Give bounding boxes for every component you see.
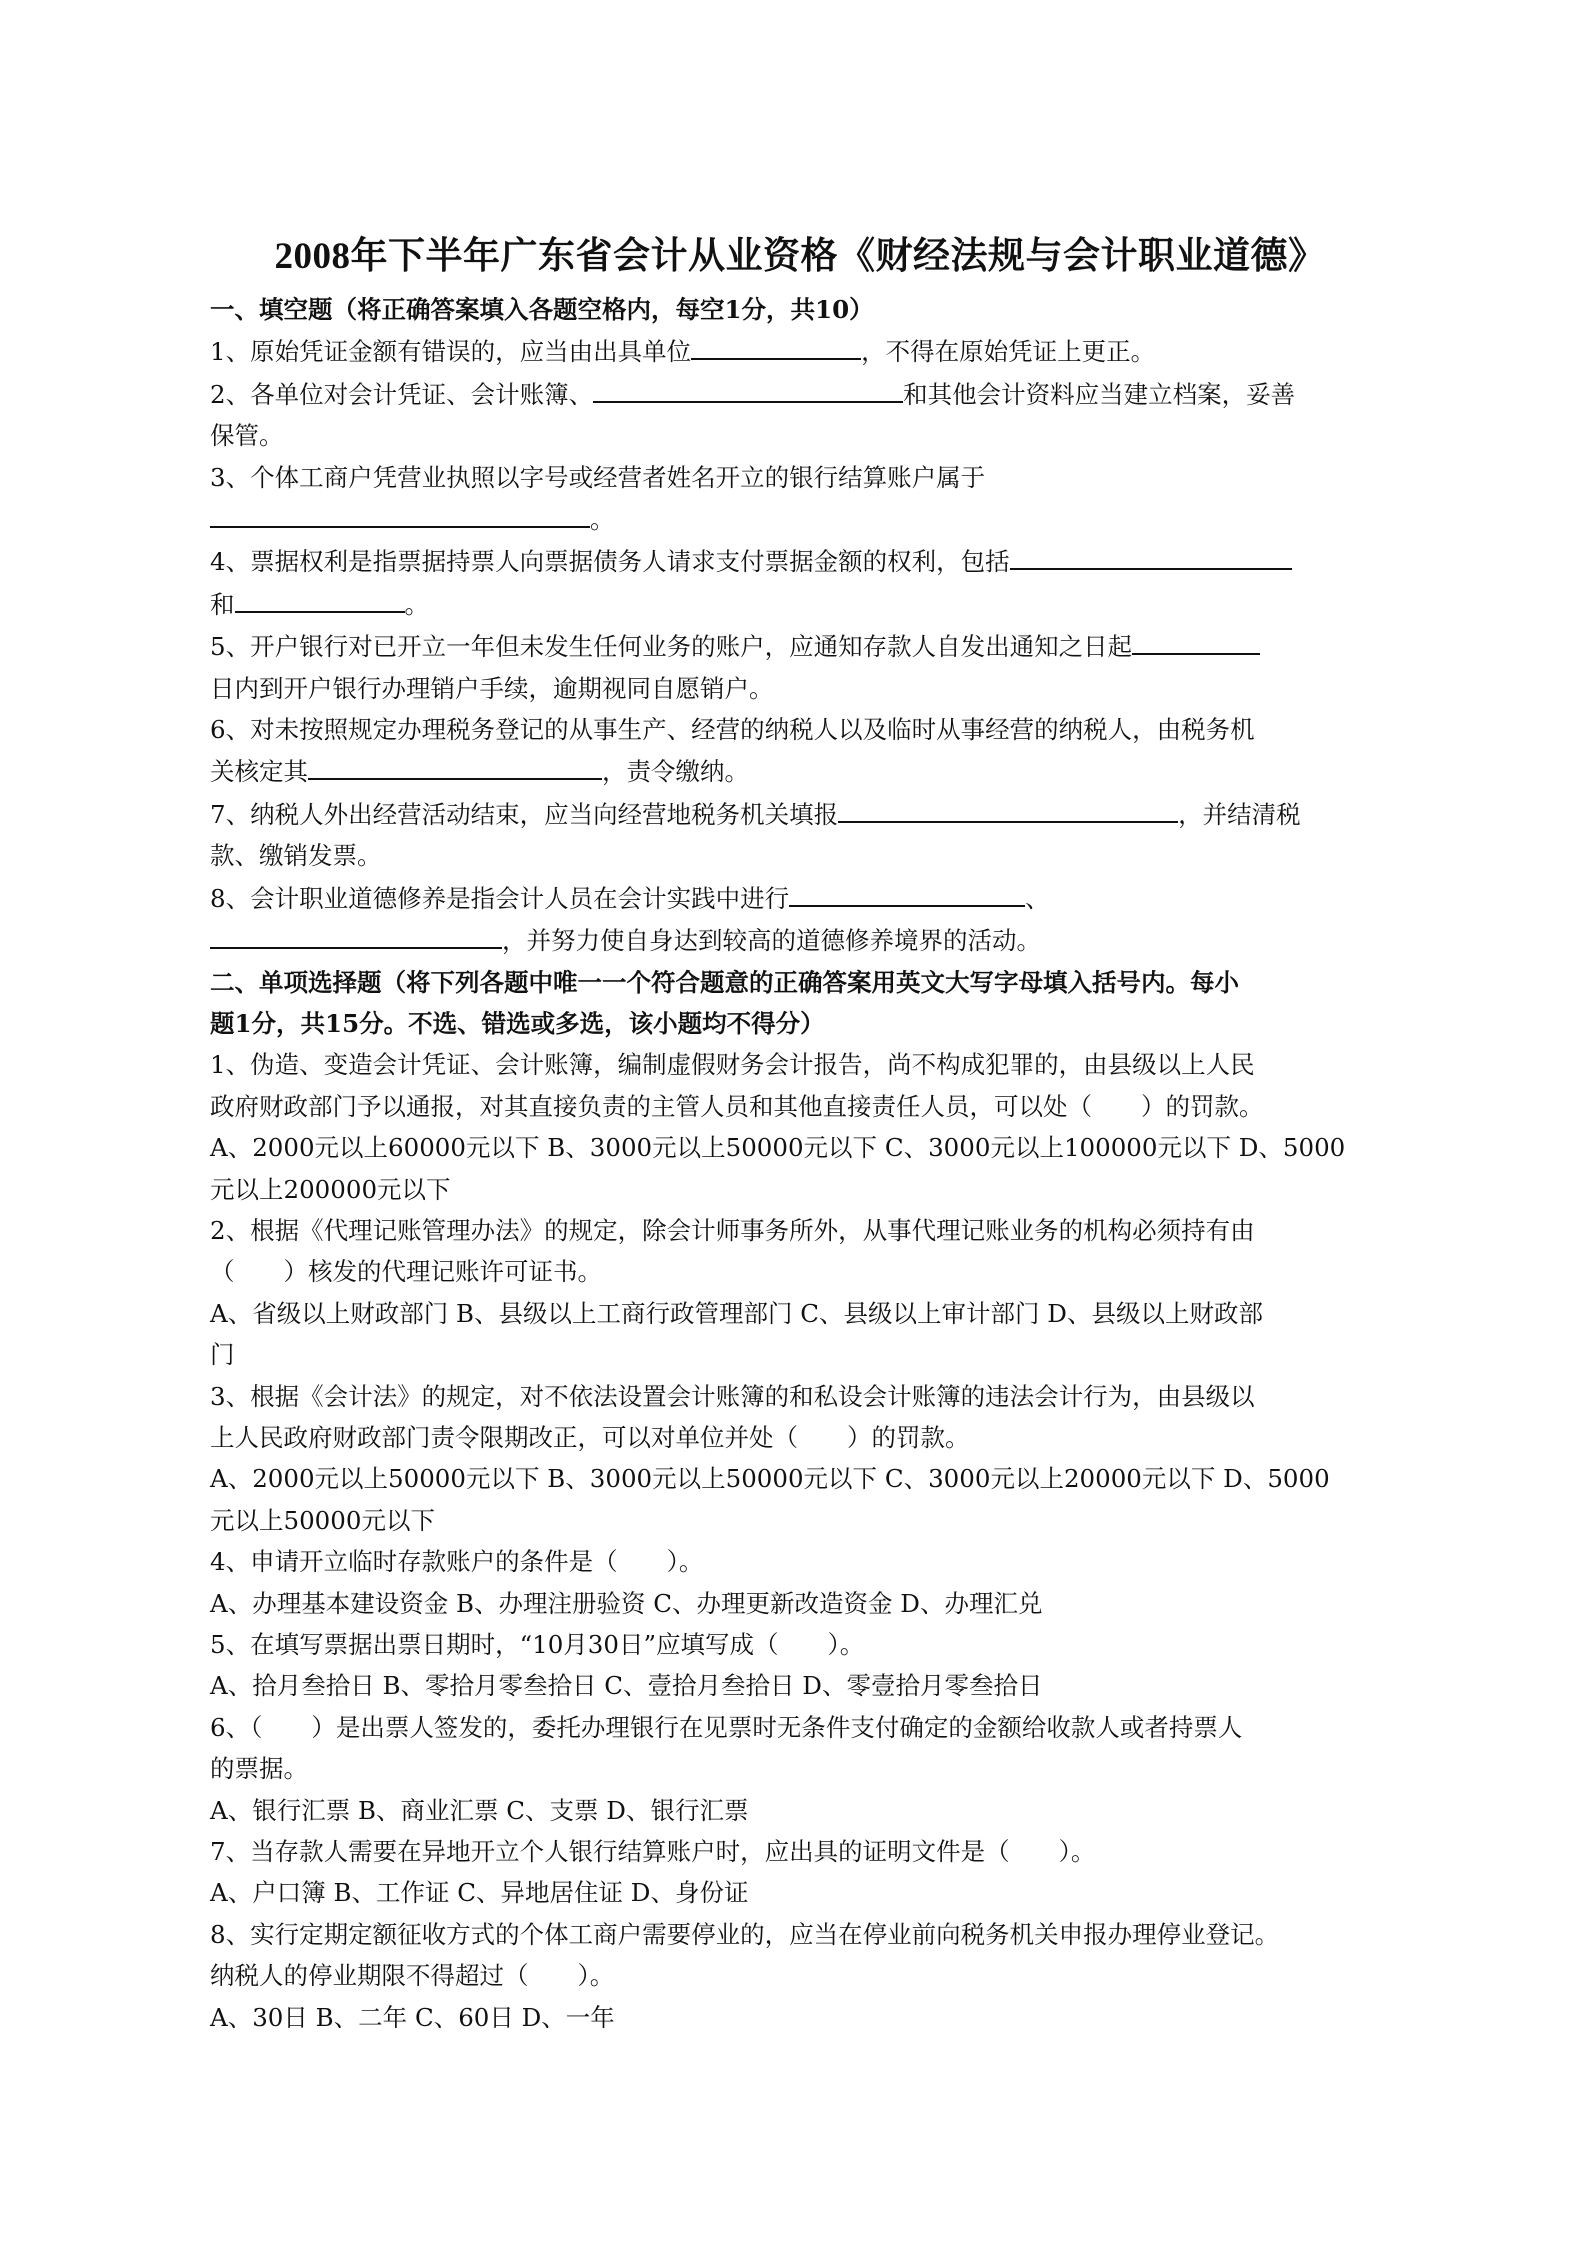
fill-question-7-cont: 款、缴销发票。 <box>210 841 382 871</box>
choice-question-5: 5、在填写票据出票日期时，“10月30日”应填写成（ ）。 A、拾月叁拾日 B、零拾月零叁拾日 C、壹拾月叁拾日 D、零壹拾月零叁拾日 <box>210 1624 1400 1707</box>
fill-question-3-cont: 。 <box>210 498 1400 540</box>
answer-blank[interactable] <box>789 877 1025 907</box>
fill-question-6-cont: 关核定其 ，责令缴纳。 <box>210 750 1400 792</box>
choice-question-4: 4、申请开立临时存款账户的条件是（ ）。 A、办理基本建设资金 B、办理注册验资 C、办理更新改造资金 D、办理汇兑 <box>210 1541 1400 1624</box>
choice-question-1: 1、伪造、变造会计凭证、会计账簿，编制虚假财务会计报告，尚不构成犯罪的，由县级以上人民 政府财政部门予以通报，对其直接负责的主管人员和其他直接责任人员，可以处（ ）的罚款。 A、2000元以上60000元以下 B、3000元以上50000元以下 C、3000元以上100000元以下 D、5000 元以上200000元以下 <box>210 1044 1400 1210</box>
options: A、30日 B、二年 C、60日 D、一年 <box>210 2002 615 2032</box>
options: A、办理基本建设资金 B、办理注册验资 C、办理更新改造资金 D、办理汇兑 <box>210 1588 1043 1618</box>
fill-question-5-cont: 日内到开户银行办理销户手续，逾期视同自愿销户。 <box>210 673 774 703</box>
fill-question-5: 5、开户银行对已开立一年但未发生任何业务的账户，应通知存款人自发出通知之日起 <box>210 625 1400 667</box>
fill-question-4: 4、票据权利是指票据持票人向票据债务人请求支付票据金额的权利，包括 <box>210 540 1400 582</box>
fill-question-7: 7、纳税人外出经营活动结束，应当向经营地税务机关填报 ，并结清税 <box>210 793 1400 835</box>
choice-question-7: 7、当存款人需要在异地开立个人银行结算账户时，应出具的证明文件是（ ）。 A、户口簿 B、工作证 C、异地居住证 D、身份证 <box>210 1831 1400 1914</box>
fill-question-1: 1、原始凭证金额有错误的，应当由出具单位 ，不得在原始凭证上更正。 <box>210 330 1400 372</box>
choice-question-6: 6、（ ）是出票人签发的，委托办理银行在见票时无条件支付确定的金额给收款人或者持票人 的票据。 A、银行汇票 B、商业汇票 C、支票 D、银行汇票 <box>210 1707 1400 1831</box>
fill-question-8-cont: ，并努力使自身达到较高的道德修养境界的活动。 <box>210 919 1400 961</box>
section2-heading: 二、单项选择题（将下列各题中唯一一个符合题意的正确答案用英文大写字母填入括号内。每小 <box>210 967 1239 997</box>
answer-blank[interactable] <box>210 919 502 949</box>
answer-blank[interactable] <box>593 373 903 403</box>
fill-question-6: 6、对未按照规定办理税务登记的从事生产、经营的纳税人以及临时从事经营的纳税人，由税务机 <box>210 715 1255 745</box>
answer-blank[interactable] <box>308 750 602 780</box>
choice-question-2: 2、根据《代理记账管理办法》的规定，除会计师事务所外，从事代理记账业务的机构必须持有由 （ ）核发的代理记账许可证书。 A、省级以上财政部门 B、县级以上工商行政管理部门 C、县级以上审计部门 D、县级以上财政部 门 <box>210 1210 1400 1376</box>
options: A、户口簿 B、工作证 C、异地居住证 D、身份证 <box>210 1878 749 1908</box>
options: A、省级以上财政部门 B、县级以上工商行政管理部门 C、县级以上审计部门 D、县级以上财政部 <box>210 1298 1263 1328</box>
fill-question-2-cont: 保管。 <box>210 421 284 451</box>
fill-question-4-cont: 和 。 <box>210 583 1400 625</box>
fill-question-8: 8、会计职业道德修养是指会计人员在会计实践中进行 、 <box>210 877 1400 919</box>
options: A、2000元以上60000元以下 B、3000元以上50000元以下 C、3000元以上100000元以下 D、5000 <box>210 1133 1346 1163</box>
answer-blank[interactable] <box>1132 625 1260 655</box>
answer-blank[interactable] <box>1010 540 1292 570</box>
document-title: 2008年下半年广东省会计从业资格《财经法规与会计职业道德》 <box>274 236 1326 277</box>
choice-question-8: 8、实行定期定额征收方式的个体工商户需要停业的，应当在停业前向税务机关申报办理停业登记。 纳税人的停业期限不得超过（ ）。 A、30日 B、二年 C、60日 D、一年 <box>210 1914 1400 2038</box>
fill-question-2: 2、各单位对会计凭证、会计账簿、 和其他会计资料应当建立档案，妥善 <box>210 373 1400 415</box>
section1-heading: 一、填空题（将正确答案填入各题空格内，每空1分，共10） <box>210 295 874 324</box>
choice-question-3: 3、根据《会计法》的规定，对不依法设置会计账簿的和私设会计账簿的违法会计行为，由县级以 上人民政府财政部门责令限期改正，可以对单位并处（ ）的罚款。 A、2000元以上50000元以下 B、3000元以上50000元以下 C、3000元以上20000元以下 D、5000 元以上50000元以下 <box>210 1376 1400 1542</box>
page-content <box>210 232 1400 2038</box>
fill-question-3: 3、个体工商户凭营业执照以字号或经营者姓名开立的银行结算账户属于 <box>210 462 986 492</box>
answer-blank[interactable] <box>235 583 405 613</box>
answer-blank[interactable] <box>691 330 861 360</box>
answer-blank[interactable] <box>838 793 1178 823</box>
answer-blank[interactable] <box>210 498 590 528</box>
options: A、拾月叁拾日 B、零拾月零叁拾日 C、壹拾月叁拾日 D、零壹拾月零叁拾日 <box>210 1671 1043 1701</box>
options: A、银行汇票 B、商业汇票 C、支票 D、银行汇票 <box>210 1795 749 1825</box>
options: A、2000元以上50000元以下 B、3000元以上50000元以下 C、3000元以上20000元以下 D、5000 <box>210 1464 1330 1494</box>
section2-heading-cont: 题1分，共15分。不选、错选或多选，该小题均不得分） <box>210 1008 825 1038</box>
